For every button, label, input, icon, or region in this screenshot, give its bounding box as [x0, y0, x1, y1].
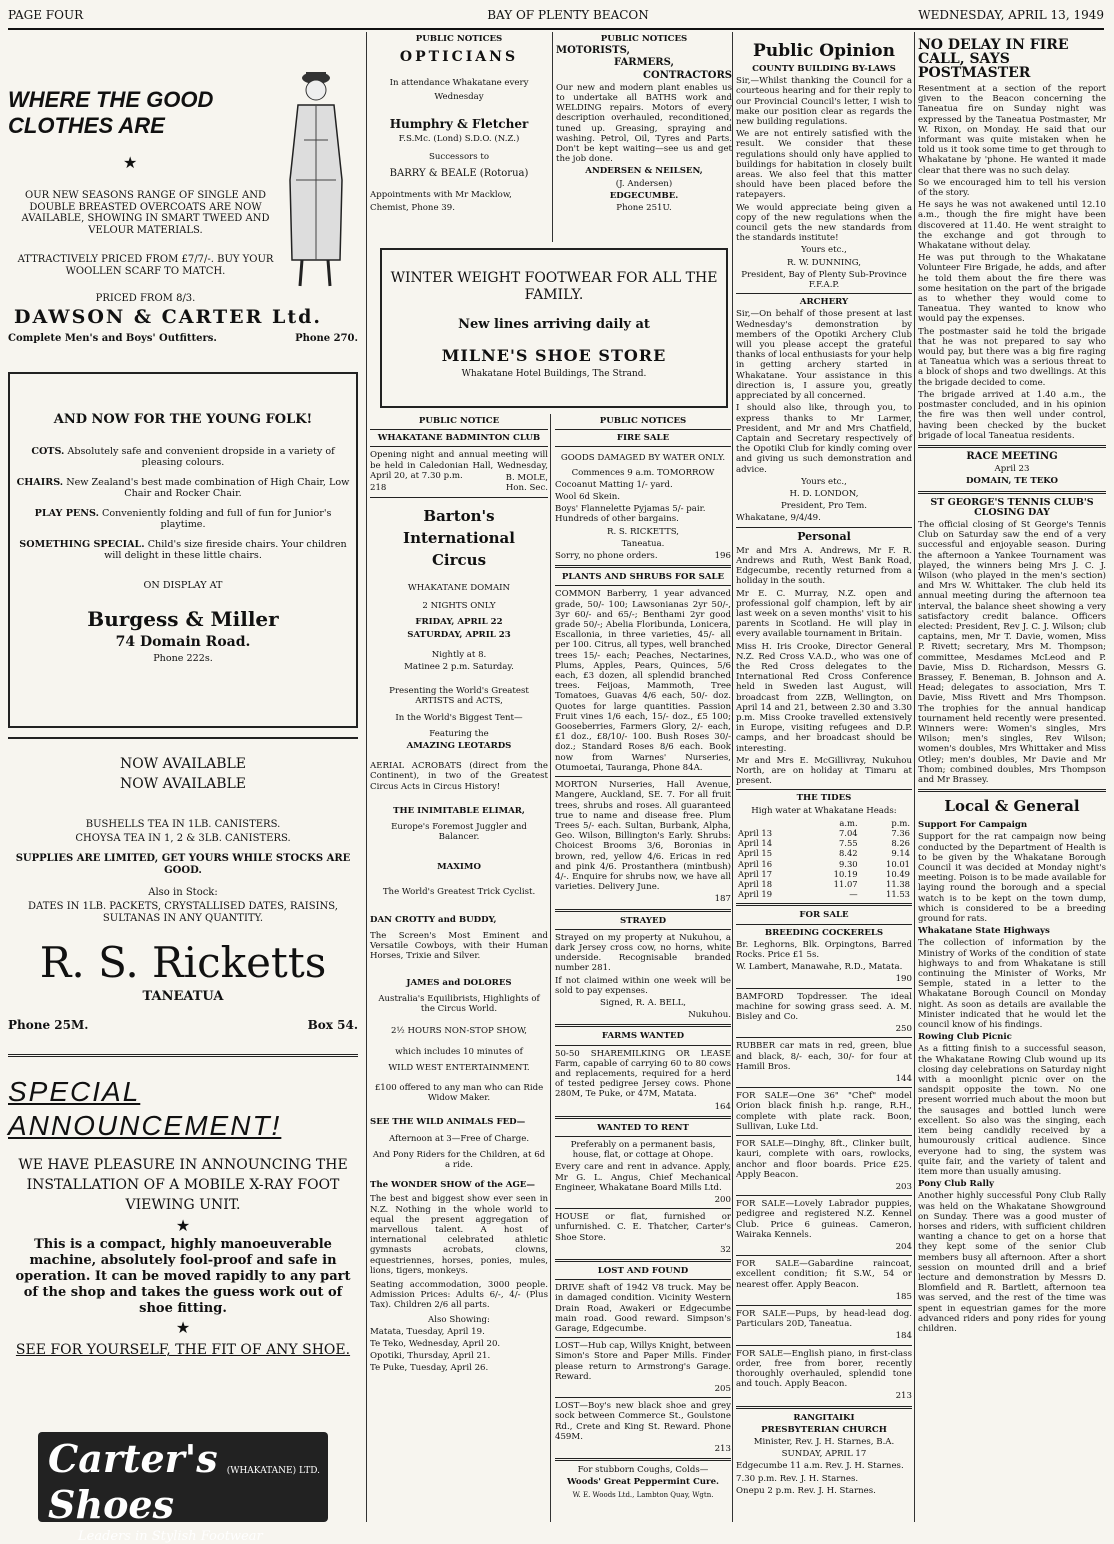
badminton-num: 218: [370, 483, 387, 494]
circus-hours: 2½ HOURS NON-STOP SHOW,: [390, 1026, 528, 1037]
church-service-3: Onepu 2 p.m. Rev. J. H. Starnes.: [736, 1485, 876, 1496]
dawson-carter-ad: [8, 32, 358, 347]
farms-title: FARMS WANTED: [601, 1031, 685, 1042]
display-at: ON DISPLAY AT: [143, 579, 223, 591]
circus-elimar: THE INIMITABLE ELIMAR,: [393, 805, 525, 816]
piano-ad: FOR SALE—English piano, in first-class order, free from borer, recently thoroughly overhauled, splendid tone and touch. Apply Beacon.: [736, 1348, 912, 1390]
church-sunday: SUNDAY, APRIL 17: [781, 1449, 867, 1460]
special-title-1: SPECIAL: [8, 1076, 141, 1107]
fire-item-3: Boys' Flannelette Pyjamas 5/- pair. Hundreds of other bargains.: [555, 504, 706, 525]
cockerels-num: 190: [895, 974, 912, 985]
burgess-miller-ad: [8, 372, 358, 728]
plants-title: PLANTS AND SHRUBS FOR SALE: [561, 572, 725, 583]
highways-text: The collection of information by the Ministry of Works of the condition of state highways to and from Whakatane is still continuing the Minister of Works, Mr Semple, stated in a letter to the Whakatane Borough Council on Monday night. As soon as details are available the Minister indicated that he would let the council know of his findings.: [918, 938, 1106, 1031]
house-num: 32: [720, 1244, 731, 1255]
badminton-title: WHAKATANE BADMINTON CLUB: [377, 433, 541, 444]
local-general-heading: Local & General: [944, 797, 1080, 816]
cockerels-seller: W. Lambert, Manawahe, R.D., Matata.: [736, 962, 903, 973]
xray-description: This is a compact, highly manoeuverable machine, absolutely fool-proof and safe in operation. It can be moved rapidly to any part of the shop and takes the guess work out of shoe fitting.: [15, 1237, 351, 1317]
county-heading: COUNTY BUILDING BY-LAWS: [752, 64, 896, 74]
milne-line-3: MILNE'S SHOE STORE: [441, 346, 667, 365]
opticians-succ: Successors to: [428, 152, 489, 163]
woods-line-2: Woods' Great Peppermint Cure.: [566, 1477, 720, 1488]
circus-maximo-desc: The World's Greatest Trick Cyclist.: [382, 886, 536, 897]
rowing-heading: Rowing Club Picnic: [918, 1032, 1012, 1043]
opticians-title: OPTICIANS: [399, 49, 519, 66]
now-available-2: NOW AVAILABLE: [120, 776, 246, 792]
fire-num: 196: [714, 551, 731, 562]
pony-heading: Pony Club Rally: [918, 1179, 994, 1190]
raincoat-num: 185: [895, 1291, 912, 1302]
circus-title: Barton's International Circus: [403, 507, 515, 570]
motorists-title: MOTORISTS,: [556, 45, 630, 57]
church-heading-1: RANGITAIKI: [793, 1412, 855, 1423]
ricketts-box: Box 54.: [307, 1018, 358, 1032]
circus-nights: 2 NIGHTS ONLY: [422, 601, 496, 612]
opticians-attend: In attendance Whakatane every Wednesday: [389, 78, 529, 103]
fire-item-1: Cocoanut Matting 1/- yard.: [555, 479, 673, 490]
carters-logo-text: Carter's Shoes: [48, 1436, 218, 1527]
lost-shoe-num: 213: [714, 1444, 731, 1455]
badminton-sec: Hon. Sec.: [505, 483, 548, 494]
race-heading: RACE MEETING: [966, 450, 1058, 462]
tides-table: [736, 818, 912, 900]
farmers-title: FARMERS,: [614, 57, 674, 69]
public-opinion-title: Public Opinion: [753, 41, 895, 61]
bamford-ad: BAMFORD Topdresser. The ideal machine for sowing grass seed. A. M. Bisley and Co.: [736, 991, 912, 1023]
strayed-town: Nukuhou.: [688, 1010, 731, 1021]
fire-sorry: Sorry, no phone orders.: [555, 551, 658, 562]
table-row: April 15 8.42 9.14: [738, 848, 910, 859]
circus-dan: DAN CROTTY and BUDDY,: [370, 914, 497, 925]
archery-p2: I should also like, through you, to express thanks to Mr Larmer, President, and Mr and Mrs Chatfield, Captain and Secretary respectively of the Opotiki Club for kindly coming over and giving us such demonstration and advice.: [736, 403, 912, 475]
rubber-mats-num: 144: [895, 1074, 912, 1085]
burgess-phone: Phone 222s.: [153, 653, 213, 664]
rubber-mats-ad: RUBBER car mats in red, green, blue and black, 8/- each, 30/- for four at Hamill Bros.: [736, 1041, 912, 1072]
chairs-label: CHAIRS.: [16, 476, 64, 488]
circus-date-1: Matata, Tuesday, April 19.: [370, 1326, 485, 1337]
milne-line-1: WINTER WEIGHT FOOTWEAR FOR ALL THE FAMILY.: [390, 270, 718, 303]
notice-heading: PUBLIC NOTICES: [415, 34, 503, 44]
andersen-town: EDGECUMBE.: [609, 190, 679, 201]
fire-call-p1: Resentment at a section of the report given to the Beacon concerning the Taneatua fire on Sunday night was expressed by the Taneatua Postmaster, Mr W. Rixon, on Monday. He said that our informant was quite mistaken when he told us it took some time to get through to Whakatane by 'phone. He wanted it made clear that there was no such delay.: [918, 84, 1106, 176]
fire-call-p4: He was put through to the Whakatane Volunteer Fire Brigade, he adds, and after he told them about the fire there was some hesitation on the part of the brigade as to whether they would come to Taneatua. They wanted to know who would pay the expenses.: [918, 253, 1106, 325]
lost-shoe: LOST—Boy's new black shoe and grey sock between Commerce St., Goulstone Rd., Crete and King St. Reward. Phone 459M.: [555, 1401, 731, 1442]
circus-pony: And Pony Riders for the Children, at 6d a ride.: [372, 1149, 546, 1170]
clothes-title-2: CLOTHES ARE: [8, 113, 165, 138]
personal-p2: Mr E. C. Murray, N.Z. open and professional golf champion, left by air last week on a seven months' visit to his parents in Scotland. He will play in every available tournament in Britain.: [736, 588, 912, 640]
circus-date-4: Te Puke, Tuesday, April 26.: [370, 1363, 489, 1374]
personal-p1: Mr and Mrs A. Andrews, Mr F. R. Andrews and Ruth, West Bank Road, Edgecumbe, recently returned from a holiday in the south.: [736, 545, 912, 587]
bushells-tea: BUSHELLS TEA IN 1LB. CANISTERS.: [85, 819, 281, 830]
rent-text-2: Every care and rent in advance. Apply, Mr G. L. Angus, Chief Mechanical Engineer, Whakatane Board Mills Ltd.: [555, 1162, 731, 1193]
clothes-title-1: WHERE THE GOOD: [8, 87, 214, 112]
ricketts-ad: [8, 737, 358, 1039]
motorists-text: Our new and modern plant enables us to undertake all BATHS work and WELDING repairs. Motors of every description overhauled, reconditioned, tuned up. Greasing, spraying and washing. Petrol, Oil, Tyres and Parts. Don't be kept waiting—see us and get the job done.: [556, 82, 732, 165]
circus-tent: In the World's Biggest Tent—: [395, 712, 523, 723]
tides-am-header: a.m.: [839, 817, 858, 828]
county-role: President, Bay of Plenty Sub-Province F.F.A.P.: [741, 269, 907, 291]
lost-drive: DRIVE shaft of 1942 V8 truck. May be in damaged condition. Vicinity Western Drain Road, Awakeri or Edgecumbe main road. Good reward. Simpson's Garage, Edgecumbe.: [555, 1283, 731, 1335]
circus-james: JAMES and DOLORES: [406, 977, 512, 988]
andersen-phone: Phone 251U.: [616, 203, 672, 214]
carters-logo-sub: (WHAKATANE) LTD.: [226, 1466, 320, 1476]
circus-wonder: The WONDER SHOW of the AGE—: [370, 1180, 535, 1191]
pens-text: Conveniently folding and full of fun for Junior's playtime.: [102, 507, 332, 530]
archery-date: Whakatane, 9/4/49.: [736, 513, 821, 524]
pups-num: 184: [895, 1331, 912, 1342]
dawson-sub: Complete Men's and Boys' Outfitters.: [8, 333, 217, 344]
contractors-title: CONTRACTORS: [643, 69, 732, 81]
circus-wild: WILD WEST ENTERTAINMENT.: [388, 1062, 530, 1073]
notice-heading: PUBLIC NOTICES: [599, 416, 687, 426]
rent-num: 200: [714, 1195, 731, 1205]
dawson-firm: DAWSON & CARTER Ltd.: [14, 306, 323, 328]
circus-also: Also Showing:: [428, 1314, 490, 1325]
archery-role: President, Pro Tem.: [781, 501, 867, 512]
opticians-appt: Appointments with Mr Macklow, Chemist, Phone 39.: [370, 189, 512, 213]
dinghy-ad: FOR SALE—Dinghy, 8ft., Clinker built, kauri, complete with oars, rowlocks, anchor and floor boards. Price £25. Apply Beacon.: [736, 1139, 912, 1180]
notice-heading: PUBLIC NOTICE: [418, 416, 500, 426]
dawson-phone: Phone 270.: [295, 333, 358, 344]
chairs-text: New Zealand's best made combination of High Chair, Low Chair and Rocker Chair.: [66, 476, 350, 499]
fire-call-p2: So we encouraged him to tell his version of the story.: [918, 177, 1106, 199]
church-service-1: Edgecumbe 11 a.m. Rev. J. H. Starnes.: [736, 1461, 904, 1472]
lost-hubcap: LOST—Hub cap, Willys Knight, between Simon's Store and Paper Mills. Finder please return to Armstrong's Garage. Reward.: [555, 1341, 731, 1382]
fire-sign: R. S. RICKETTS,: [606, 526, 680, 537]
rat-heading: Support For Campaign: [918, 820, 1028, 831]
andersen-firm: ANDERSEN & NEILSEN,: [585, 166, 703, 177]
circus-date-3: Opotiki, Thursday, April 21.: [370, 1351, 491, 1362]
notice-heading: PUBLIC NOTICES: [600, 34, 688, 44]
strayed-text-2: If not claimed within one week will be sold to pay expenses.: [555, 975, 731, 996]
opticians-notice: [370, 34, 548, 239]
personal-p3: Miss H. Iris Crooke, Director General N.Z. Red Cross V.A.D., who was one of the Red Cross delegates to the International Red Cross Conference held in Sweden last August, will broadcast from 2ZB, Wellington, on April 14 and 21, between 2.30 and 3.30 p.m. Miss Crooke travelled extensively in Europe, visiting refugees and D.P. camps, and her broadcast should be interesting.: [736, 641, 912, 754]
star-icon: ★: [123, 153, 138, 172]
plants-num: 187: [714, 894, 731, 905]
cockerels-text: Br. Leghorns, Blk. Orpingtons, Barred Rocks. Price £1 5s.: [736, 939, 912, 961]
house-text: HOUSE or flat, furnished or unfurnished. C. E. Thatcher, Carter's Shoe Store.: [555, 1212, 731, 1243]
opticians-barry: BARRY & BEALE (Rotorua): [389, 167, 529, 179]
county-yours: Yours etc.,: [801, 245, 847, 256]
price-text: ATTRACTIVELY PRICED FROM £7/7/-. BUY YOUR WOOLLEN SCARF TO MATCH.: [17, 254, 274, 277]
piano-num: 213: [895, 1391, 912, 1402]
rent-title: WANTED TO RENT: [597, 1122, 689, 1133]
overcoats-text: OUR NEW SEASONS RANGE OF SINGLE AND DOUBLE BREASTED OVERCOATS ARE NOW AVAILABLE, SHOWING IN SMART TWEED AND VELOUR MATERIALS.: [21, 190, 270, 236]
woods-line-1: For stubborn Coughs, Colds—: [577, 1465, 709, 1476]
labrador-ad: FOR SALE—Lovely Labrador puppies, pedigree and registered N.Z. Kennel Club. Price 6 guineas. Cameron, Wairaka Kennels.: [736, 1199, 912, 1240]
church-minister: Minister, Rev. J. H. Starnes, B.A.: [753, 1436, 895, 1447]
paper-title: BAY OF PLENTY BEACON: [487, 8, 649, 22]
circus-after: Afternoon at 3—Free of Charge.: [388, 1133, 530, 1144]
scarf-price: PRICED FROM 8/3.: [95, 293, 196, 304]
column-1: [8, 32, 358, 1544]
table-row: April 18 11.07 11.38: [738, 879, 910, 890]
supplies-limited: SUPPLIES ARE LIMITED, GET YOURS WHILE STOCKS ARE GOOD.: [15, 853, 351, 876]
circus-wonder-desc: The best and biggest show ever seen in N.Z. Nothing in the whole world to equal the present aggregation of marvellous talent. A host of international celebrated athletic gymnasts acrobats, clowns, equestriennes, horses, ponies, mules, lions, tigers, monkeys.: [370, 1194, 548, 1276]
pups-ad: FOR SALE—Pups, by head-lead dog. Particulars 20D, Taneatua.: [736, 1308, 912, 1330]
county-p3: We would appreciate being given a copy of the new regulations when the council gets the new standards from the standards institute!: [736, 202, 912, 244]
circus-date-2: Te Teko, Wednesday, April 20.: [370, 1338, 501, 1349]
archery-yours: Yours etc.,: [801, 476, 847, 487]
also-in-stock: Also in Stock:: [148, 887, 218, 898]
woods-line-3: W. E. Woods Ltd., Lambton Quay, Wgtn.: [572, 1490, 714, 1499]
fire-call-p6: The brigade arrived at 1.40 a.m., the postmaster concluded, and in his opinion the fire was then well under control, having been checked by the bucket brigade of local Taneatua residents.: [918, 389, 1106, 441]
young-folk-title: AND NOW FOR THE YOUNG FOLK!: [53, 412, 313, 427]
strayed-text: Strayed on my property at Nukuhou, a dark Jersey cross cow, no horns, white underside. Recognisable branded number 281.: [555, 932, 731, 974]
fire-call-heading: NO DELAY IN FIRE CALL, SAYS POSTMASTER: [918, 37, 1069, 81]
column-5: [918, 32, 1106, 1522]
burgess-firm: Burgess & Miller: [87, 607, 279, 631]
opticians-firm: Humphry & Fletcher: [389, 117, 529, 132]
circus-dan-desc: The Screen's Most Eminent and Versatile Cowboys, with their Human Horses, Trixie and Silver.: [370, 931, 548, 962]
carters-logo: [38, 1432, 328, 1544]
milne-line-4: Whakatane Hotel Buildings, The Strand.: [461, 369, 647, 379]
column-2-lower: [370, 414, 548, 1514]
table-row: April 19 — 11.53: [738, 889, 910, 900]
table-row: April 13 7.04 7.36: [738, 828, 910, 839]
fire-town: Taneatua.: [621, 538, 665, 549]
fire-sale-title: FIRE SALE: [616, 433, 670, 444]
column-4: [736, 32, 912, 1522]
circus-present: Presenting the World's Greatest ARTISTS and ACTS,: [389, 686, 529, 707]
rent-text: Preferably on a permanent basis, house, flat, or cottage at Ohope.: [570, 1139, 716, 1161]
circus-which: which includes 10 minutes of: [395, 1046, 523, 1057]
chef-range-ad: FOR SALE—One 36" "Chef" model Orion black finish h.p. range, R.H., complete with plate rack. Boon, Sullivan, Luke Ltd.: [736, 1091, 912, 1132]
archery-sign: H. D. LONDON,: [789, 488, 859, 499]
archery-p1: Sir,—On behalf of those present at last Wednesday's demonstration by members of the Opotiki Archery Club will you please accept the grateful thanks of local enthusiasts for your help in getting archery started in Whakatane. Your assistance in this direction is, I assure you, greatly appreciated by all concerned.: [736, 309, 912, 402]
bamford-num: 250: [895, 1024, 912, 1035]
table-row: April 17 10.19 10.49: [738, 868, 910, 879]
tennis-text: The official closing of St George's Tennis Club on Saturday saw the end of a very successful and enjoyable season. During the afternoon a Yankee Tournament was played, the winners being Mrs J. C. J. Wilson (who played in the men's section) and Mrs W. Whittaker. The club held its annual meeting during the afternoon tea interval, the balance sheet showing a very satisfactory credit balance. Officers elected: President, Rev J. C. J. Wilson; club captains, men, Mr T. Davie, women, Miss P. Rivett; secretary, Mrs M. Thompson; committee, Mesdames McLeod and P. Davie, Miss D. Richardson, Messrs G. Brassey, F. Beneman, B. Johnson and A. Head; delegates to association, Mrs T. Davie, Miss Rivett and Mrs Thompson. The trophies for the annual handicap tournament held recently were presented. Winners were: Women's singles, Mrs Wilson; men's singles, Rev Wilson; women's doubles, Mrs Whittaker and Miss Otley; men's doubles, Mr Davie and Mr Thom; combined doubles, Mrs Thompson and Mr Brassey.: [918, 519, 1106, 785]
county-p1: Sir,—Whilst thanking the Council for a courteous hearing and for their reply to our Provincial Council's letter, I wish to make our position clear as regards the new building regulations.: [736, 76, 912, 128]
tennis-heading: ST GEORGE'S TENNIS CLUB'S CLOSING DAY: [930, 496, 1094, 518]
circus-where: WHAKATANE DOMAIN: [407, 583, 511, 594]
star-icon: ★: [175, 1318, 191, 1338]
lost-hubcap-num: 205: [714, 1384, 731, 1395]
column-3: [556, 32, 732, 244]
milnes-shoe-store-ad: [380, 248, 728, 408]
circus-seating: Seating accommodation, 3000 people. Admission Prices: Adults 6/-, 4/- (Plus Tax). Children 2/6 all parts.: [370, 1279, 548, 1311]
circus-elimar-desc: Europe's Foremost Juggler and Balancer.: [391, 822, 527, 843]
archery-heading: ARCHERY: [799, 297, 849, 308]
fire-item-2: Wool 6d Skein.: [555, 492, 620, 503]
special-label: SOMETHING SPECIAL.: [19, 538, 145, 550]
county-p2: We are not entirely satisfied with the result. We consider that these regulations should only have applied to buildings for habitation in closely built areas. We also feel that this matter should have been placed before the ratepayers.: [736, 129, 912, 201]
badminton-text: Opening night and annual meeting will be held in Caledonian Hall, Wednesday, April 20, at 7.30 p.m.: [370, 450, 548, 481]
now-available-1: NOW AVAILABLE: [120, 756, 246, 772]
star-icon: ★: [175, 1216, 191, 1235]
andersen-who: (J. Andersen): [615, 178, 673, 189]
special-text: Child's size fireside chairs. Your children will delight in these little chairs.: [104, 538, 347, 561]
race-date: April 23: [994, 464, 1030, 475]
circus-aerial: AERIAL ACROBATS (direct from the Continent), in two of the Greatest Circus Acts in Circus History!: [370, 761, 548, 792]
circus-matinee: Matinee 2 p.m. Saturday.: [404, 662, 514, 673]
highways-heading: Whakatane State Highways: [918, 926, 1050, 937]
tides-pm-header: p.m.: [891, 817, 910, 828]
circus-maximo: MAXIMO: [437, 862, 481, 873]
circus-animals: SEE THE WILD ANIMALS FED—: [370, 1117, 526, 1128]
rowing-text: As a fitting finish to a successful season, the Whakatane Rowing Club wound up its closing day celebrations on Saturday night with a moonlight picnic over on the sandspit opposite the town. No one present worried much about the moon but the sausages and bottled lunch were excellent. So also was the singing, each item being candidly received by a humourously critical audience. Since everyone had to sing, the system was quite fair, and the variety of talent and item more than usually amusing.: [918, 1044, 1106, 1177]
carters-shoes-ad: [8, 1054, 358, 1544]
farms-text: 50-50 SHAREMILKING OR LEASE Farm, capable of carrying 60 to 80 cows and replacements, required for a herd of tested pedigree Jersey cows. Phone 280M, Te Puke, or 47M, Matata.: [555, 1048, 731, 1100]
column-3-lower: [555, 414, 731, 1514]
strayed-title: STRAYED: [619, 915, 667, 926]
tides-heading: THE TIDES: [796, 793, 852, 804]
special-title-2: ANNOUNCEMENT!: [8, 1110, 282, 1141]
issue-date: WEDNESDAY, APRIL 13, 1949: [918, 8, 1104, 22]
county-sign: R. W. DUNNING,: [786, 257, 862, 268]
table-row: April 14 7.55 8.26: [738, 838, 910, 849]
circus-offer: £100 offered to any man who can Ride Widow Maker.: [374, 1082, 544, 1104]
farms-num: 164: [714, 1101, 731, 1112]
forsale-heading: FOR SALE: [799, 910, 849, 921]
circus-feat: Featuring the: [429, 728, 489, 739]
cots-label: COTS.: [31, 445, 65, 457]
milne-line-2: New lines arriving daily at: [458, 317, 650, 332]
church-heading-2: PRESBYTERIAN CHURCH: [761, 1424, 887, 1435]
raincoat-ad: FOR SALE—Gabardine raincoat, excellent condition; fit S.W., 54 or nearest offer. Apply Beacon.: [736, 1259, 912, 1290]
lost-title: LOST AND FOUND: [597, 1266, 689, 1277]
page-header: [8, 6, 1104, 30]
pens-label: PLAY PENS.: [34, 507, 99, 519]
circus-james-desc: Australia's Equilibrists, Highlights of the Circus World.: [378, 993, 540, 1015]
badminton-sign: B. MOLE,: [505, 473, 548, 484]
fire-goods: GOODS DAMAGED BY WATER ONLY.: [560, 453, 726, 464]
dinghy-num: 203: [895, 1181, 912, 1192]
tides-sub: High water at Whakatane Heads:: [751, 805, 897, 816]
table-row: April 16 9.30 10.01: [738, 858, 910, 869]
cockerels-heading: BREEDING COCKERELS: [764, 927, 884, 938]
church-service-2: 7.30 p.m. Rev. J. H. Starnes.: [736, 1473, 859, 1484]
race-place: DOMAIN, TE TEKO: [965, 476, 1059, 487]
fire-commence: Commences 9 a.m. TOMORROW: [571, 467, 715, 478]
fire-call-p3: He says he was not awakened until 12.10 a.m., though the fire might have been discovered at 11.40. He went straight to the exchange and got through to Whakatane without delay.: [918, 200, 1106, 252]
xray-announcement: WE HAVE PLEASURE IN ANNOUNCING THE INSTALLATION OF A MOBILE X-RAY FOOT VIEWING UNIT.: [18, 1157, 348, 1213]
opticians-quals: F.S.Mc. (Lond) S.D.O. (N.Z.): [398, 134, 520, 145]
plants-warnes: COMMON Barberry, 1 year advanced grade, 50/- 100; Lawsonianas 2yr 50/-, 3yr 60/- and 65/-; Benthami 2yr good grade 50/-; Abelia Floribunda, Lonicera, Escallonia, in three varieties, 45/- all per 100. Citrus, all types, well branched trees 15/- each; Peaches, Nectarines, Plums, Apples, Pears, Quinces, 5/6 each, £3 dozen, all splendid branched trees. Feijoas, Mammoth, Tree Tomatoes, Guavas 4/6 each, 50/- doz. Quotes for large quantities. Passion Fruit vines 1/6 each, 15/- doz., £5 100; Gooseberries, Farmers Glory, 2/- each, £1 doz., £8/10/- 100. Bush Roses 30/- doz.; Standard Roses 8/6 each. Book now from Warnes' Nurseries, Otumoetai, Tauranga, Phone 84A.: [555, 589, 731, 773]
carters-slogan: Leaders in Stylish Footwear: [78, 1529, 263, 1544]
page-number: PAGE FOUR: [8, 8, 84, 22]
burgess-address: 74 Domain Road.: [115, 634, 251, 650]
rat-text: Support for the rat campaign now being conducted by the Department of Health is to be given by the Whakatane Borough Council it was decided at Monday night's meeting. Poison is to be made available for laying round the borough and a special watch is to be kept on the town dump, which is considered to be a breeding ground for rats.: [918, 832, 1106, 925]
ricketts-firm: R. S. Ricketts: [39, 938, 327, 987]
strayed-sign: Signed, R. A. BELL,: [599, 997, 687, 1008]
circus-leotards: AMAZING LEOTARDS: [406, 741, 512, 752]
circus-fri: FRIDAY, APRIL 22: [415, 617, 503, 628]
ricketts-phone: Phone 25M.: [8, 1018, 89, 1032]
man-in-overcoat-illustration: [276, 60, 356, 290]
ricketts-town: TANEATUA: [142, 989, 224, 1004]
circus-sat: SATURDAY, APRIL 23: [407, 629, 511, 640]
personal-heading: Personal: [797, 529, 851, 543]
plants-morton: MORTON Nurseries, Hall Avenue, Mangere, Auckland, SE. 7. For all fruit trees, shrubs and roses. All guaranteed true to name and disease free. Plum Trees 5/- each. Sultan, Burbank, Alpha, Geo. Wilson, Billington's Early. Shrubs: Choicest Brooms 3/6, Boronias in brown, red, yellow 4/6. Ericas in red and pink 4/6. Prostanthera (mintbush) 4/-. Enquire for shrubs now, we have all varieties. Delivery June.: [555, 780, 731, 893]
dates-text: DATES IN 1LB. PACKETS, CRYSTALLISED DATES, RAISINS, SULTANAS IN ANY QUANTITY.: [28, 901, 338, 924]
pony-text: Another highly successful Pony Club Rally was held on the Whakatane Showground on Sunday. There was a good muster of horses and riders, with sufficient children wanting a chance to get on a horse that they kept some of the senior Club members busy all afternoon. After a short session on mounted drill and a brief lecture and demonstration by Messrs D. Blomfield and R. Bartlett, afternoon tea was served, and the rest of the time was spent in equestrian games for the more advanced riders and pony rides for young children.: [918, 1191, 1106, 1334]
see-for-yourself: SEE FOR YOURSELF, THE FIT OF ANY SHOE.: [15, 1342, 351, 1359]
circus-nightly: Nightly at 8.: [431, 649, 487, 660]
labrador-num: 204: [895, 1241, 912, 1252]
fire-call-p5: The postmaster said he told the brigade that he was not prepared to say who would pay, but there was a big fire raging at Taneatua which was a serious threat to a block of shops and two dwellings. At this the brigade decided to come.: [918, 326, 1106, 388]
personal-p4: Mr and Mrs E. McGillivray, Nukuhou North, are on holiday at Timaru at present.: [736, 755, 912, 787]
choysa-tea: CHOYSA TEA IN 1, 2 & 3LB. CANISTERS.: [75, 833, 291, 844]
cots-text: Absolutely safe and convenient dropside in a variety of pleasing colours.: [67, 445, 335, 468]
